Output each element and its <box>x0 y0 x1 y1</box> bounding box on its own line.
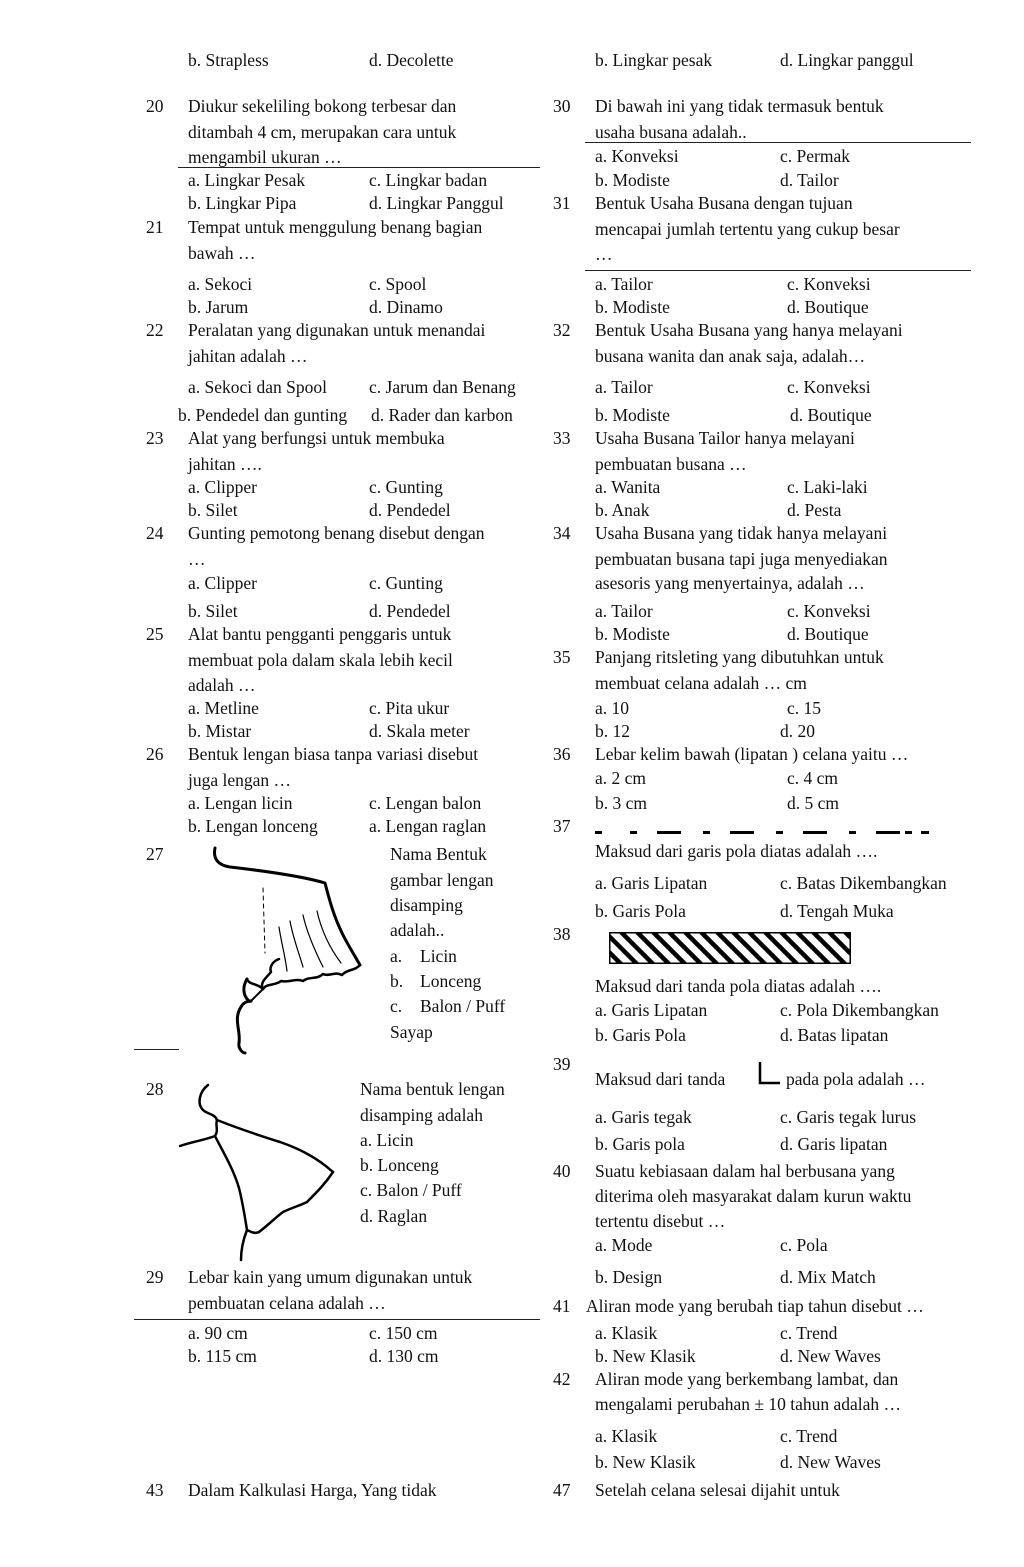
q28-option-a: a. Licin <box>360 1130 414 1150</box>
q30-text-2: usaha busana adalah.. <box>595 122 747 142</box>
q40-option-b: b. Design <box>595 1267 663 1287</box>
q34-text-3: asesoris yang menyertainya, adalah … <box>595 573 865 593</box>
q42-option-c: c. Trend <box>780 1426 838 1446</box>
dash-dot-pattern-line <box>595 826 935 840</box>
q37-option-c: c. Batas Dikembangkan <box>780 873 947 893</box>
q35-option-c: c. 15 <box>787 698 822 718</box>
q34-text-2: pembuatan busana tapi juga menyediakan <box>595 549 888 569</box>
q35-text-2: membuat celana adalah … cm <box>595 673 807 693</box>
q47-number: 47 <box>553 1480 571 1500</box>
q42-text-1: Aliran mode yang berkembang lambat, dan <box>595 1369 899 1389</box>
q26-option-d: a. Lengan raglan <box>369 816 487 836</box>
q30-option-b: b. Modiste <box>595 170 670 190</box>
q35-option-a: a. 10 <box>595 698 630 718</box>
q28-text-1: Nama bentuk lengan <box>360 1079 505 1099</box>
q42-option-d: d. New Waves <box>780 1452 881 1472</box>
q40-option-d: d. Mix Match <box>780 1267 876 1287</box>
q31-divider <box>585 270 971 271</box>
q31-text-3: … <box>595 244 613 264</box>
q41-option-c: c. Trend <box>780 1323 838 1343</box>
q22-text-2: jahitan adalah … <box>188 346 308 366</box>
q26-text-2: juga lengan … <box>188 770 292 790</box>
q26-text-1: Bentuk lengan biasa tanpa variasi disebut <box>188 744 479 764</box>
q36-option-a: a. 2 cm <box>595 768 647 788</box>
q29-number: 29 <box>146 1267 164 1287</box>
q27-option-a: Licin <box>420 946 457 966</box>
q26-option-a: a. Lengan licin <box>188 793 293 813</box>
q22-option-c: c. Jarum dan Benang <box>369 377 516 397</box>
q31-option-b: b. Modiste <box>595 297 670 317</box>
q31-text-2: mencapai jumlah tertentu yang cukup besar <box>595 219 900 239</box>
q29b-option-d: d. Lingkar panggul <box>780 50 914 70</box>
q39-option-b: b. Garis pola <box>595 1134 685 1154</box>
q23-text-1: Alat yang berfungsi untuk membuka <box>188 428 445 448</box>
q35-text-1: Panjang ritsleting yang dibutuhkan untuk <box>595 647 884 667</box>
q38-number: 38 <box>553 924 571 944</box>
q33-option-d: d. Pesta <box>787 500 842 520</box>
q40-text-2: diterima oleh masyarakat dalam kurun waktu <box>595 1186 912 1206</box>
q26-option-b: b. Lengan lonceng <box>188 816 318 836</box>
q33-option-a: a. Wanita <box>595 477 661 497</box>
q31-option-a: a. Tailor <box>595 274 653 294</box>
q24-number: 24 <box>146 523 164 543</box>
q30-number: 30 <box>553 96 571 116</box>
q32-number: 32 <box>553 320 571 340</box>
q29b-option-b: b. Lingkar pesak <box>595 50 713 70</box>
q27-text-2: gambar lengan <box>390 870 494 890</box>
q33-text-1: Usaha Busana Tailor hanya melayani <box>595 428 855 448</box>
q34-option-c: c. Konveksi <box>787 601 871 621</box>
q20-divider <box>178 167 540 168</box>
q40-text-3: tertentu disebut … <box>595 1211 726 1231</box>
q25-option-b: b. Mistar <box>188 721 252 741</box>
q36-option-c: c. 4 cm <box>787 768 839 788</box>
q27-option-b-letter: b. <box>390 971 404 991</box>
q25-text-2: membuat pola dalam skala lebih kecil <box>188 650 453 670</box>
q22-number: 22 <box>146 320 164 340</box>
q37-option-b: b. Garis Pola <box>595 901 686 921</box>
q32-option-a: a. Tailor <box>595 377 653 397</box>
q27-text-4: adalah.. <box>390 920 445 940</box>
q29-text-1: Lebar kain yang umum digunakan untuk <box>188 1267 473 1287</box>
q24-option-d: d. Pendedel <box>369 601 451 621</box>
q27-option-a-letter: a. <box>390 946 403 966</box>
q28-text-2: disamping adalah <box>360 1105 483 1125</box>
q41-text-1: Aliran mode yang berubah tiap tahun disebut … <box>586 1296 924 1316</box>
q40-text-1: Suatu kebiasaan dalam hal berbusana yang <box>595 1161 895 1181</box>
q32-text-1: Bentuk Usaha Busana yang hanya melayani <box>595 320 903 340</box>
q23-option-b: b. Silet <box>188 500 238 520</box>
q20-text-2: ditambah 4 cm, merupakan cara untuk <box>188 122 457 142</box>
q24-text-1: Gunting pemotong benang disebut dengan <box>188 523 485 543</box>
q21-text-1: Tempat untuk menggulung benang bagian <box>188 217 483 237</box>
q29-option-b: b. 115 cm <box>188 1346 257 1366</box>
q36-text-1: Lebar kelim bawah (lipatan ) celana yaitu … <box>595 744 909 764</box>
raglan-sleeve-illustration <box>175 1080 350 1265</box>
q25-text-1: Alat bantu pengganti penggaris untuk <box>188 624 452 644</box>
q21-option-c: c. Spool <box>369 274 427 294</box>
q21-option-b: b. Jarum <box>188 297 249 317</box>
q22-option-d: d. Rader dan karbon <box>371 405 513 425</box>
q35-option-d: d. 20 <box>780 721 815 741</box>
q34-option-b: b. Modiste <box>595 624 670 644</box>
q20-text-1: Diukur sekeliling bokong terbesar dan <box>188 96 457 116</box>
q20-number: 20 <box>146 96 164 116</box>
q27-number: 27 <box>146 844 164 864</box>
q35-option-b: b. 12 <box>595 721 630 741</box>
q24-text-2: … <box>188 549 206 569</box>
q40-number: 40 <box>553 1161 571 1181</box>
q28-number: 28 <box>146 1079 164 1099</box>
q29-divider <box>134 1319 540 1320</box>
q22-option-a: a. Sekoci dan Spool <box>188 377 328 397</box>
q38-option-a: a. Garis Lipatan <box>595 1000 708 1020</box>
q43-text-1: Dalam Kalkulasi Harga, Yang tidak <box>188 1480 437 1500</box>
q41-option-d: d. New Waves <box>780 1346 881 1366</box>
q21-text-2: bawah … <box>188 243 256 263</box>
q36-number: 36 <box>553 744 571 764</box>
q36-option-b: b. 3 cm <box>595 793 648 813</box>
q25-number: 25 <box>146 624 164 644</box>
q33-text-2: pembuatan busana … <box>595 454 747 474</box>
q42-option-a: a. Klasik <box>595 1426 658 1446</box>
q38-text-1: Maksud dari tanda pola diatas adalah …. <box>595 976 882 996</box>
q42-number: 42 <box>553 1369 571 1389</box>
q38-option-c: c. Pola Dikembangkan <box>780 1000 939 1020</box>
q27-text-1: Nama Bentuk <box>390 844 487 864</box>
q21-option-a: a. Sekoci <box>188 274 253 294</box>
q39-option-c: c. Garis tegak lurus <box>780 1107 917 1127</box>
q31-option-d: d. Boutique <box>787 297 869 317</box>
q34-text-1: Usaha Busana yang tidak hanya melayani <box>595 523 888 543</box>
q40-option-a: a. Mode <box>595 1235 653 1255</box>
q20-text-3: mengambil ukuran … <box>188 147 342 167</box>
q22-text-1: Peralatan yang digunakan untuk menandai <box>188 320 486 340</box>
q23-option-a: a. Clipper <box>188 477 258 497</box>
q26-number: 26 <box>146 744 164 764</box>
q26-option-c: c. Lengan balon <box>369 793 482 813</box>
q32-option-b: b. Modiste <box>595 405 670 425</box>
q39-number: 39 <box>553 1054 571 1074</box>
q39-text-1a: Maksud dari tanda <box>595 1069 726 1089</box>
q32-option-d: d. Boutique <box>790 405 872 425</box>
q21-option-d: d. Dinamo <box>369 297 443 317</box>
q34-number: 34 <box>553 523 571 543</box>
q25-option-a: a. Metline <box>188 698 259 718</box>
q38-option-d: d. Batas lipatan <box>780 1025 889 1045</box>
q23-number: 23 <box>146 428 164 448</box>
q25-option-d: d. Skala meter <box>369 721 470 741</box>
q37-option-a: a. Garis Lipatan <box>595 873 708 893</box>
q19-option-b: b. Strapless <box>188 50 269 70</box>
q25-option-c: c. Pita ukur <box>369 698 450 718</box>
q21-number: 21 <box>146 217 164 237</box>
q30-text-1: Di bawah ini yang tidak termasuk bentuk <box>595 96 884 116</box>
q25-text-3: adalah … <box>188 675 256 695</box>
q41-number: 41 <box>553 1296 571 1316</box>
hatched-pattern-mark <box>609 932 851 964</box>
q39-text-1b: pada pola adalah … <box>786 1069 926 1089</box>
q28-option-c: c. Balon / Puff <box>360 1180 462 1200</box>
q27-text-3: disamping <box>390 895 463 915</box>
q27-option-c-letter: c. <box>390 996 403 1016</box>
q28-option-d: d. Raglan <box>360 1206 428 1226</box>
q29-option-c: c. 150 cm <box>369 1323 438 1343</box>
q39-option-a: a. Garis tegak <box>595 1107 692 1127</box>
q39-option-d: d. Garis lipatan <box>780 1134 888 1154</box>
q36-option-d: d. 5 cm <box>787 793 840 813</box>
q27-option-c: Balon / Puff <box>420 996 506 1016</box>
q30-option-d: d. Tailor <box>780 170 839 190</box>
q28-option-b: b. Lonceng <box>360 1155 439 1175</box>
q29-text-2: pembuatan celana adalah … <box>188 1293 386 1313</box>
q27-option-b: Lonceng <box>420 971 482 991</box>
q30-option-a: a. Konveksi <box>595 146 679 166</box>
q24-option-c: c. Gunting <box>369 573 443 593</box>
q19-option-d: d. Decolette <box>369 50 454 70</box>
q41-option-a: a. Klasik <box>595 1323 658 1343</box>
q34-option-a: a. Tailor <box>595 601 653 621</box>
q32-option-c: c. Konveksi <box>787 377 871 397</box>
q24-option-a: a. Clipper <box>188 573 258 593</box>
q29-option-a: a. 90 cm <box>188 1323 248 1343</box>
q33-number: 33 <box>553 428 571 448</box>
q31-text-1: Bentuk Usaha Busana dengan tujuan <box>595 193 853 213</box>
q23-option-c: c. Gunting <box>369 477 443 497</box>
q43-number: 43 <box>146 1480 164 1500</box>
q27-option-c-cont: Sayap <box>390 1022 433 1042</box>
q38-option-b: b. Garis Pola <box>595 1025 686 1045</box>
q33-option-c: c. Laki-laki <box>787 477 868 497</box>
q29-option-d: d. 130 cm <box>369 1346 439 1366</box>
q24-option-b: b. Silet <box>188 601 238 621</box>
q33-option-b: b. Anak <box>595 500 650 520</box>
q35-number: 35 <box>553 647 571 667</box>
q40-option-c: c. Pola <box>780 1235 828 1255</box>
q37-option-d: d. Tengah Muka <box>780 901 894 921</box>
bell-sleeve-illustration <box>195 843 375 1053</box>
q20-option-d: d. Lingkar Panggul <box>369 193 504 213</box>
q20-option-c: c. Lingkar badan <box>369 170 488 190</box>
right-angle-mark-icon <box>757 1061 781 1087</box>
q37-number: 37 <box>553 816 571 836</box>
q20-option-a: a. Lingkar Pesak <box>188 170 306 190</box>
q37-text-1: Maksud dari garis pola diatas adalah …. <box>595 841 878 861</box>
q23-option-d: d. Pendedel <box>369 500 451 520</box>
q20-option-b: b. Lingkar Pipa <box>188 193 297 213</box>
q30-option-c: c. Permak <box>780 146 850 166</box>
q22-option-b: b. Pendedel dan gunting <box>178 405 348 425</box>
q41-option-b: b. New Klasik <box>595 1346 696 1366</box>
q31-option-c: c. Konveksi <box>787 274 871 294</box>
q34-option-d: d. Boutique <box>787 624 869 644</box>
q30-divider <box>585 142 971 143</box>
q31-number: 31 <box>553 193 571 213</box>
q23-text-2: jahitan …. <box>188 454 262 474</box>
q27-divider <box>134 1049 179 1050</box>
q42-text-2: mengalami perubahan ± 10 tahun adalah … <box>595 1394 902 1414</box>
q47-text-1: Setelah celana selesai dijahit untuk <box>595 1480 840 1500</box>
q32-text-2: busana wanita dan anak saja, adalah… <box>595 346 866 366</box>
q42-option-b: b. New Klasik <box>595 1452 696 1472</box>
